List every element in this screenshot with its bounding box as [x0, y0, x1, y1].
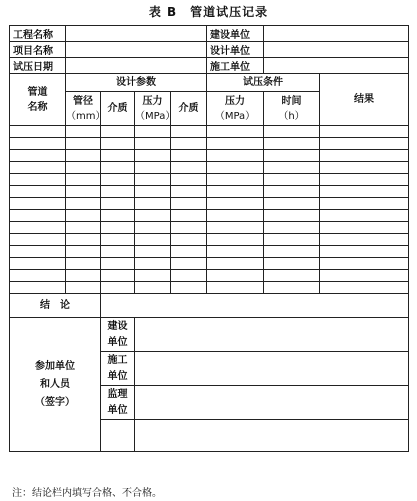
header-row-2	[10, 42, 409, 58]
table-row	[10, 162, 409, 174]
table-row	[10, 150, 409, 162]
table-cell[interactable]	[66, 222, 101, 234]
table-cell[interactable]	[207, 270, 264, 282]
table-cell[interactable]	[135, 150, 171, 162]
table-cell[interactable]	[264, 246, 320, 258]
builder-unit-label: 施工单位	[207, 58, 264, 74]
table-cell[interactable]	[101, 222, 135, 234]
table-cell[interactable]	[207, 222, 264, 234]
document-title: 表 B 管道试压记录	[148, 5, 269, 19]
construction-unit-signature[interactable]	[135, 318, 409, 352]
table-cell[interactable]	[264, 222, 320, 234]
table-row	[10, 174, 409, 186]
table-cell[interactable]	[101, 126, 135, 138]
table-cell[interactable]	[171, 210, 207, 222]
table-cell[interactable]	[320, 210, 409, 222]
table-row	[10, 258, 409, 270]
table-cell[interactable]	[207, 258, 264, 270]
table-cell[interactable]	[320, 282, 409, 294]
footnote: 注：结论栏内填写合格、不合格。	[12, 488, 162, 499]
project-name-value[interactable]	[66, 26, 207, 42]
table-cell[interactable]	[135, 234, 171, 246]
table-cell[interactable]	[10, 198, 66, 210]
table-cell[interactable]	[207, 186, 264, 198]
table-cell[interactable]	[320, 258, 409, 270]
table-cell[interactable]	[207, 234, 264, 246]
table-cell[interactable]	[66, 186, 101, 198]
table-cell[interactable]	[66, 198, 101, 210]
test-date-label: 试压日期	[10, 58, 66, 74]
table-cell[interactable]	[320, 270, 409, 282]
extra-participant-label	[101, 420, 135, 452]
test-conditions-header: 试压条件	[207, 74, 320, 92]
medium2-header: 介质	[171, 92, 207, 126]
data-rows	[10, 126, 409, 294]
table-cell[interactable]	[135, 270, 171, 282]
table-cell[interactable]	[10, 150, 66, 162]
builder-unit-participant-label: 施工 单位	[101, 352, 135, 386]
table-cell[interactable]	[66, 210, 101, 222]
pipe-pressure-test-record-table	[9, 25, 409, 452]
table-cell[interactable]	[101, 174, 135, 186]
design-unit-value[interactable]	[264, 42, 409, 58]
table-cell[interactable]	[264, 186, 320, 198]
table-cell[interactable]	[101, 246, 135, 258]
table-cell[interactable]	[101, 282, 135, 294]
table-cell[interactable]	[66, 174, 101, 186]
table-cell[interactable]	[66, 126, 101, 138]
table-row	[10, 198, 409, 210]
table-cell[interactable]	[10, 138, 66, 150]
table-cell[interactable]	[66, 138, 101, 150]
table-row	[10, 222, 409, 234]
table-cell[interactable]	[171, 270, 207, 282]
conclusion-row	[10, 294, 409, 318]
test-pressure-header: 压力 （MPa）	[207, 92, 264, 126]
table-cell[interactable]	[171, 150, 207, 162]
header-row-1	[10, 26, 409, 42]
table-cell[interactable]	[264, 174, 320, 186]
table-cell[interactable]	[207, 174, 264, 186]
table-cell[interactable]	[264, 126, 320, 138]
table-cell[interactable]	[135, 174, 171, 186]
table-cell[interactable]	[264, 234, 320, 246]
table-cell[interactable]	[135, 282, 171, 294]
participants-label: 参加单位 和人员 （签字）	[10, 318, 101, 452]
table-cell[interactable]	[10, 282, 66, 294]
table-cell[interactable]	[264, 258, 320, 270]
table-cell[interactable]	[264, 270, 320, 282]
test-date-value[interactable]	[66, 58, 207, 74]
table-cell[interactable]	[207, 246, 264, 258]
table-cell[interactable]	[10, 162, 66, 174]
table-cell[interactable]	[207, 162, 264, 174]
builder-unit-value[interactable]	[264, 58, 409, 74]
table-cell[interactable]	[264, 198, 320, 210]
result-header: 结果	[320, 74, 409, 126]
diameter-header: 管径 （mm）	[66, 92, 101, 126]
table-cell[interactable]	[320, 150, 409, 162]
table-cell[interactable]	[264, 282, 320, 294]
table-cell[interactable]	[207, 282, 264, 294]
table-cell[interactable]	[10, 126, 66, 138]
construction-unit-label: 建设单位	[207, 26, 264, 42]
table-cell[interactable]	[101, 198, 135, 210]
table-cell[interactable]	[171, 258, 207, 270]
table-cell[interactable]	[320, 198, 409, 210]
table-cell[interactable]	[135, 222, 171, 234]
table-cell[interactable]	[101, 138, 135, 150]
supervision-unit-signature[interactable]	[135, 386, 409, 420]
table-cell[interactable]	[171, 246, 207, 258]
table-cell[interactable]	[101, 150, 135, 162]
table-cell[interactable]	[320, 126, 409, 138]
table-cell[interactable]	[101, 234, 135, 246]
time-header: 时间 （h）	[264, 92, 320, 126]
extra-participant-signature[interactable]	[135, 420, 409, 452]
table-cell[interactable]	[135, 186, 171, 198]
table-cell[interactable]	[10, 186, 66, 198]
table-cell[interactable]	[135, 162, 171, 174]
table-cell[interactable]	[10, 246, 66, 258]
item-name-value[interactable]	[66, 42, 207, 58]
project-name-label: 工程名称	[10, 26, 66, 42]
table-cell[interactable]	[66, 246, 101, 258]
table-row	[10, 186, 409, 198]
column-header-row-1	[10, 74, 409, 92]
table-cell[interactable]	[171, 126, 207, 138]
design-pressure-header: 压力 （MPa）	[135, 92, 171, 126]
table-cell[interactable]	[171, 282, 207, 294]
table-cell[interactable]	[171, 222, 207, 234]
table-cell[interactable]	[135, 210, 171, 222]
table-cell[interactable]	[171, 162, 207, 174]
table-cell[interactable]	[264, 162, 320, 174]
medium-header: 介质	[101, 92, 135, 126]
table-cell[interactable]	[171, 234, 207, 246]
table-cell[interactable]	[10, 222, 66, 234]
table-cell[interactable]	[66, 282, 101, 294]
table-cell[interactable]	[10, 270, 66, 282]
participant-row-construction	[10, 318, 409, 352]
table-cell[interactable]	[264, 138, 320, 150]
table-cell[interactable]	[66, 270, 101, 282]
table-cell[interactable]	[320, 162, 409, 174]
table-cell[interactable]	[264, 210, 320, 222]
design-unit-label: 设计单位	[207, 42, 264, 58]
table-cell[interactable]	[320, 222, 409, 234]
conclusion-label: 结 论	[10, 294, 101, 318]
table-cell[interactable]	[207, 150, 264, 162]
table-cell[interactable]	[171, 138, 207, 150]
table-cell[interactable]	[101, 270, 135, 282]
table-cell[interactable]	[207, 126, 264, 138]
table-cell[interactable]	[101, 186, 135, 198]
table-cell[interactable]	[66, 258, 101, 270]
table-cell[interactable]	[320, 246, 409, 258]
table-cell[interactable]	[135, 246, 171, 258]
table-row	[10, 126, 409, 138]
design-params-header: 设计参数	[66, 74, 207, 92]
table-cell[interactable]	[171, 198, 207, 210]
conclusion-value[interactable]	[101, 294, 409, 318]
table-cell[interactable]	[207, 210, 264, 222]
construction-unit-participant-label: 建设 单位	[101, 318, 135, 352]
table-row	[10, 246, 409, 258]
table-cell[interactable]	[101, 162, 135, 174]
table-cell[interactable]	[320, 186, 409, 198]
table-cell[interactable]	[101, 210, 135, 222]
table-cell[interactable]	[66, 150, 101, 162]
table-cell[interactable]	[320, 234, 409, 246]
table-cell[interactable]	[135, 126, 171, 138]
table-cell[interactable]	[66, 162, 101, 174]
supervision-unit-participant-label: 监理 单位	[101, 386, 135, 420]
table-cell[interactable]	[135, 198, 171, 210]
pipe-name-header: 管道 名称	[10, 74, 66, 126]
table-row	[10, 210, 409, 222]
table-cell[interactable]	[10, 234, 66, 246]
table-cell[interactable]	[101, 258, 135, 270]
table-cell[interactable]	[207, 198, 264, 210]
table-cell[interactable]	[10, 174, 66, 186]
table-cell[interactable]	[320, 174, 409, 186]
table-row	[10, 234, 409, 246]
item-name-label: 项目名称	[10, 42, 66, 58]
table-row	[10, 270, 409, 282]
table-row	[10, 282, 409, 294]
table-cell[interactable]	[171, 174, 207, 186]
table-cell[interactable]	[207, 138, 264, 150]
table-cell[interactable]	[135, 258, 171, 270]
table-cell[interactable]	[264, 150, 320, 162]
table-cell[interactable]	[10, 258, 66, 270]
table-cell[interactable]	[66, 234, 101, 246]
construction-unit-value[interactable]	[264, 26, 409, 42]
builder-unit-signature[interactable]	[135, 352, 409, 386]
table-cell[interactable]	[135, 138, 171, 150]
table-cell[interactable]	[320, 138, 409, 150]
header-row-3	[10, 58, 409, 74]
table-cell[interactable]	[171, 186, 207, 198]
table-cell[interactable]	[10, 210, 66, 222]
table-row	[10, 138, 409, 150]
